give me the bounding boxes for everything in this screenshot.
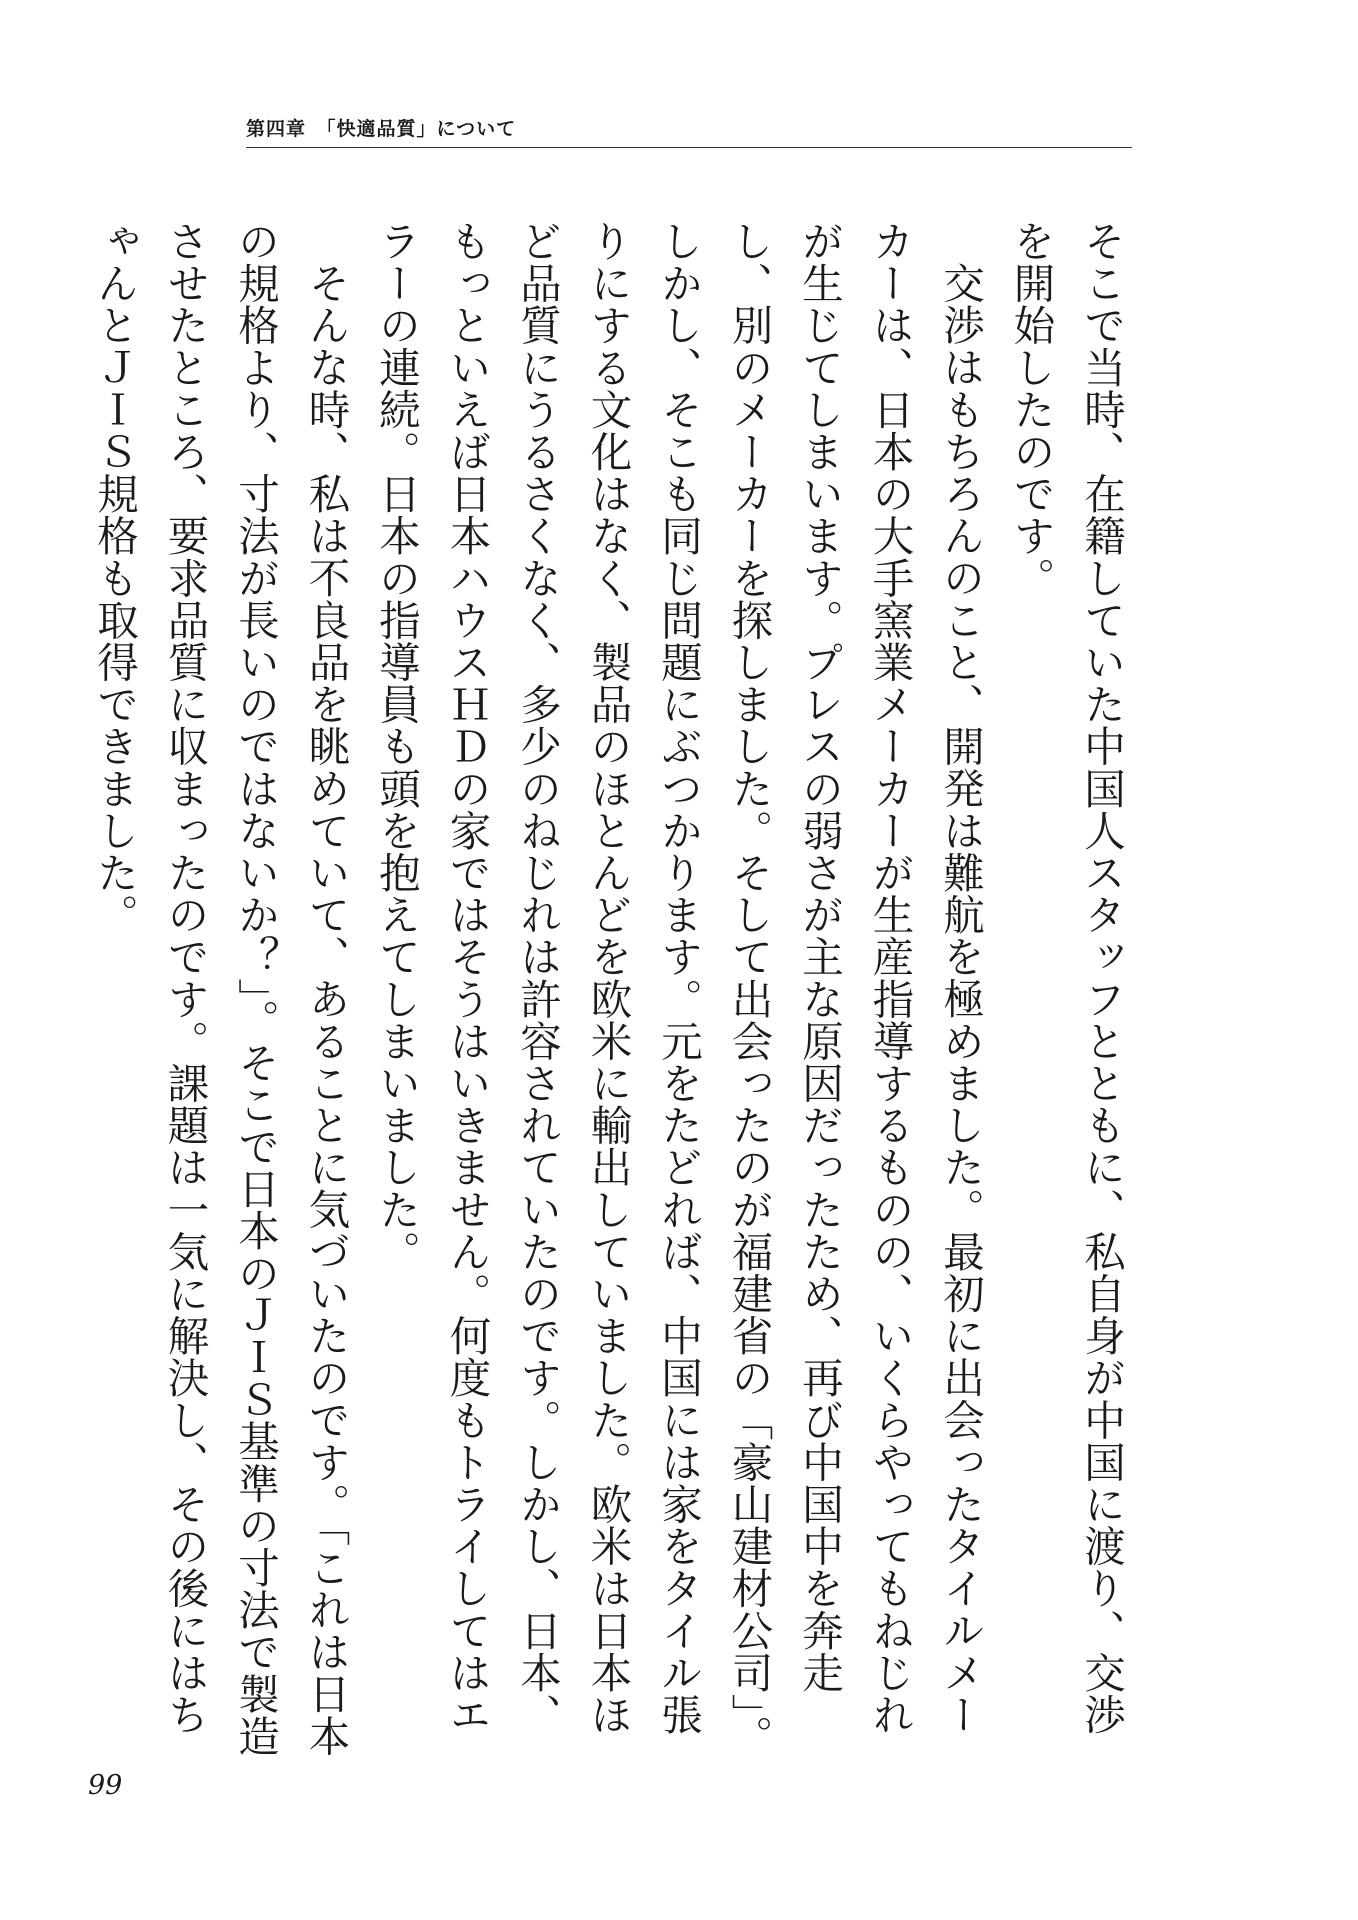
header-rule [246,147,1132,148]
paragraph-2: 交渉はもちろんのこと、開発は難航を極めました。最初に出会ったタイルメーカーは、日本の大手窯業メーカーが生産指導するものの、いくらやってもねじれが生じてしまいます。プレスの弱さが主な原因だったため、再び中国中を奔走し、別のメーカーを探しました。そして出会ったのが福建省の「豪山建材公司」。しかし、そこも同じ問題にぶつかります。元をたどれば、中国には家をタイル張りにする文化はなく、製品のほとんどを欧米に輸出していました。欧米は日本ほど品質にうるさくなく、多少のねじれは許容されていたのです。しかし、日本、もっといえば日本ハウスＨＤの家ではそうはいきません。何度もトライしてはエラーの連続。日本の指導員も頭を抱えてしまいました。 [372,220,985,1757]
paragraph-1: そこで当時、在籍していた中国人スタッフとともに、私自身が中国に渡り、交渉を開始したのです。 [1006,220,1126,1736]
running-head: 第四章 「快適品質」について [246,118,517,140]
paragraph-3: そんな時、私は不良品を眺めていて、あることに気づいたのです。「これは日本の規格より、寸法が長いのではないか？」。そこで日本のＪＩＳ基準の寸法で製造させたところ、要求品質に収まったのです。課題は一気に解決し、その後にはちゃんとＪＩＳ規格も取得できました。 [90,220,351,1757]
page-number: 99 [88,1770,123,1801]
body-text [79,220,1137,1760]
